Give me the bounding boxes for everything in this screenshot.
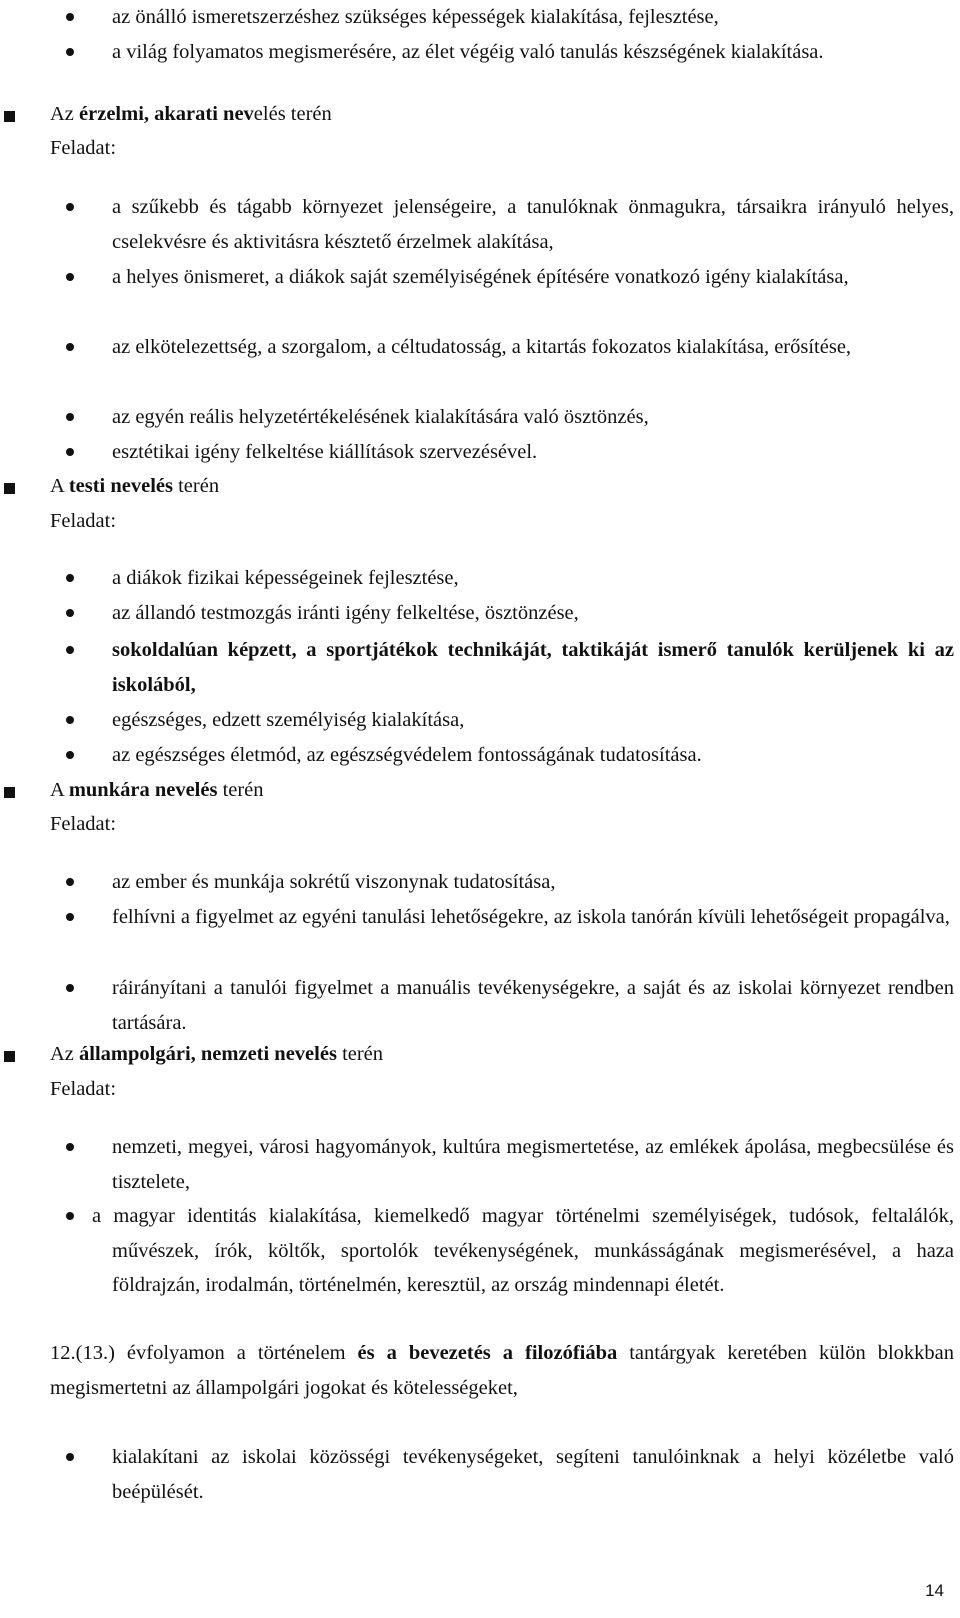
section-heading: Az érzelmi, akarati nevelés terén [50,103,332,125]
square-bullet-icon [4,787,15,798]
square-bullet-icon [4,111,15,122]
bullet-icon [66,1143,74,1151]
bullet-icon [66,273,74,281]
list-item: a szűkebb és tágabb környezet jelenségeire, a tanulóknak önmagukra, társaikra irányuló helyes, cselekvésre és aktivitásra késztető érzelmek alakítása, [112,196,954,253]
section-heading: A testi nevelés terén [50,475,220,497]
bullet-icon [66,48,74,56]
bullet-icon [66,448,74,456]
body-paragraph: 12.(13.) évfolyamon a történelem és a bevezetés a filozófiába tantárgyak keretében külön blokkban megismertetni az állampolgári jogokat és kötelességeket, [50,1342,954,1399]
list-item: az ember és munkája sokrétű viszonynak tudatosítása, [112,871,556,893]
list-item: az elkötelezettség, a szorgalom, a céltudatosság, a kitartás fokozatos kialakítása, erősítése, [112,336,852,358]
bullet-icon [66,751,74,759]
bullet-icon [66,913,74,921]
list-item: nemzeti, megyei, városi hagyományok, kultúra megismertetése, az emlékek ápolása, megbecsülése és tisztelete, [112,1136,954,1193]
list-item: a világ folyamatos megismerésére, az élet végéig való tanulás készségének kialakítása. [112,41,824,63]
bullet-icon [66,1453,74,1461]
list-item: az állandó testmozgás iránti igény felkeltése, ösztönzése, [112,602,579,624]
list-item: ráirányítani a tanulói figyelmet a manuális tevékenységekre, a saját és az iskolai környezet rendben tartására. [112,977,954,1034]
square-bullet-icon [4,1051,15,1062]
task-label: Feladat: [50,137,117,159]
list-item: a helyes önismeret, a diákok saját személyiségének építésére vonatkozó igény kialakítása, [112,266,849,288]
bullet-icon [66,878,74,886]
task-label: Feladat: [50,813,117,835]
list-item: kialakítani az iskolai közösségi tevékenységeket, segíteni tanulóinknak a helyi közéletbe való beépülését. [112,1446,954,1503]
section-heading: Az állampolgári, nemzeti nevelés terén [50,1043,384,1065]
task-label: Feladat: [50,1078,117,1100]
bullet-icon [66,574,74,582]
list-item: sokoldalúan képzett, a sportjátékok technikáját, taktikáját ismerő tanulók kerüljenek ki az iskolából, [112,639,954,696]
list-item: az egyén reális helyzetértékelésének kialakítására való ösztönzés, [112,406,649,428]
bullet-icon [66,413,74,421]
bullet-icon [66,646,74,654]
section-heading: A munkára nevelés terén [50,779,264,801]
list-item: egészséges, edzett személyiség kialakítása, [112,709,465,731]
bullet-icon [66,13,74,21]
square-bullet-icon [4,483,15,494]
bullet-icon [66,343,74,351]
bullet-icon [66,984,74,992]
bullet-icon [66,609,74,617]
list-item: esztétikai igény felkeltése kiállítások szervezésével. [112,441,538,463]
list-item: felhívni a figyelmet az egyéni tanulási lehetőségekre, az iskola tanórán kívüli lehetőségeit propagálva, [112,906,950,928]
bullet-icon [66,203,74,211]
task-label: Feladat: [50,510,117,532]
list-item: a diákok fizikai képességeinek fejlesztése, [112,567,459,589]
bullet-icon [66,1212,74,1220]
page-number: 14 [925,1581,944,1600]
list-item: a magyar identitás kialakítása, kiemelkedő magyar történelmi személyiségek, tudósok, feltalálók, művészek, írók, költők, sportolók tevékenységének, munkásságának megismerésével, a haza földrajzán, irodalmán, történelmén, keresztül, az ország mindennapi életét. [92,1205,954,1296]
list-item: az önálló ismeretszerzéshez szükséges képességek kialakítása, fejlesztése, [112,6,719,28]
list-item: az egészséges életmód, az egészségvédelem fontosságának tudatosítása. [112,744,702,766]
bullet-icon [66,716,74,724]
